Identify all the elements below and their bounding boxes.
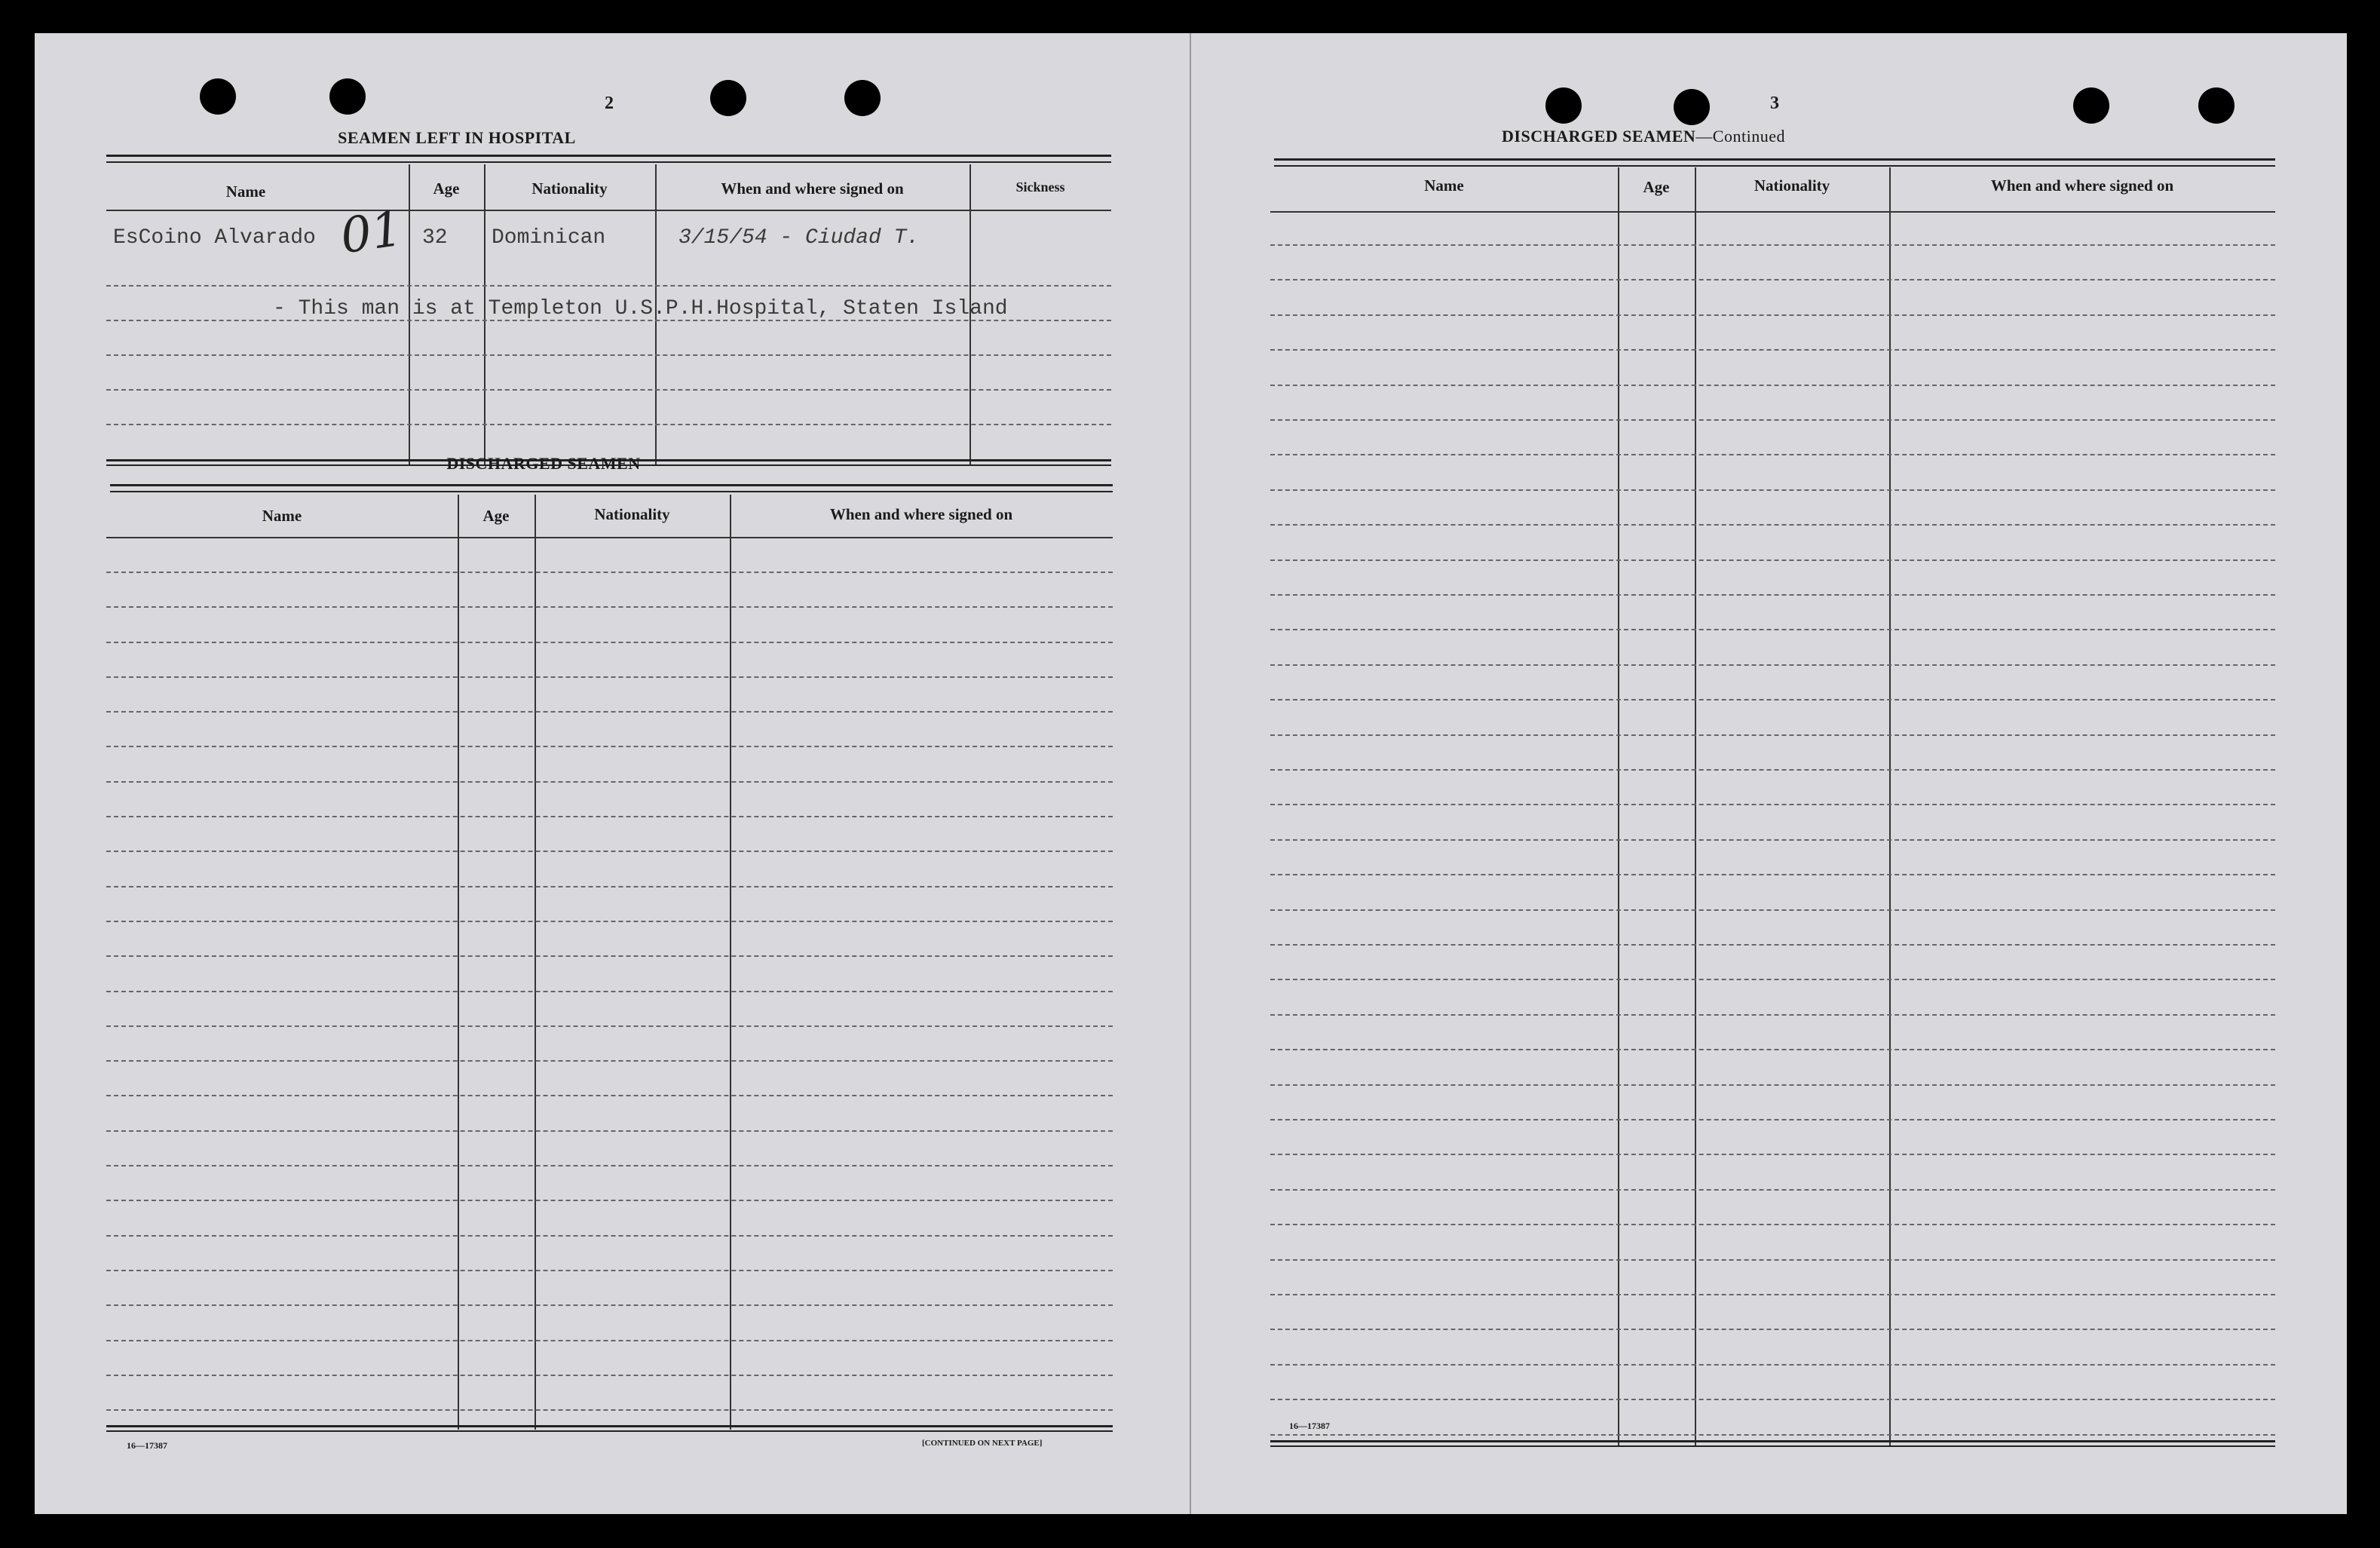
ruled-row-line (1270, 559, 2275, 561)
discharged-table-top-rule (110, 484, 1113, 492)
ruled-row-line (1270, 1294, 2275, 1295)
ruled-row-line (106, 921, 1113, 922)
ruled-row-line (1270, 489, 2275, 491)
ruled-row-line (1270, 1154, 2275, 1155)
ruled-row-line (1270, 594, 2275, 596)
ruled-row-line (1270, 664, 2275, 666)
left-page (35, 33, 1193, 1514)
continued-col-age: Age (1643, 178, 1670, 196)
discharged-header-rule (106, 537, 1113, 538)
ruled-row-line (1270, 874, 2275, 875)
punch-hole (2198, 87, 2235, 124)
ruled-row-line (1270, 244, 2275, 246)
ruled-row-line (1270, 1434, 2275, 1436)
hospital-section-title: SEAMEN LEFT IN HOSPITAL (338, 128, 576, 147)
ruled-row-line (1270, 279, 2275, 280)
ruled-row-line (1270, 1259, 2275, 1261)
seaman-nationality: Dominican (492, 226, 606, 250)
ruled-row-line (106, 886, 1113, 887)
ruled-row-line (1270, 734, 2275, 736)
ruled-row-line (1270, 839, 2275, 841)
hospital-table-top-rule (106, 155, 1111, 163)
discharged-col-name: Name (262, 507, 302, 525)
ruled-row-line (1270, 769, 2275, 771)
ruled-row-line (106, 781, 1113, 783)
ruled-row-line (1270, 314, 2275, 316)
continued-title-suffix: —Continued (1695, 127, 1785, 146)
ruled-row-line (1270, 1224, 2275, 1225)
ruled-row-line (1270, 979, 2275, 980)
seaman-age: 32 (422, 226, 448, 250)
right-page (1190, 33, 2347, 1514)
ruled-row-line (106, 746, 1113, 747)
ruled-row-line (106, 1304, 1113, 1306)
punch-hole (844, 80, 881, 116)
ruled-row-line (106, 1095, 1113, 1096)
hospital-header-rule (106, 210, 1111, 211)
seaman-name: EsCoino Alvarado (113, 226, 316, 250)
ruled-row-line (106, 1165, 1113, 1166)
punch-hole (200, 78, 236, 115)
ruled-row-line (1270, 454, 2275, 455)
ruled-row-line (106, 1409, 1113, 1411)
ruled-row-line (1270, 524, 2275, 526)
ruled-row-line (1270, 385, 2275, 386)
ruled-row-line (106, 955, 1113, 957)
ruled-row-line (106, 1130, 1113, 1132)
ruled-row-line (1270, 1364, 2275, 1366)
ruled-row-line (1270, 1189, 2275, 1191)
discharged-section-title: DISCHARGED SEAMEN (446, 454, 641, 473)
continued-col-signed-on: When and where signed on (1990, 176, 2174, 195)
ruled-row-line (106, 1270, 1113, 1271)
ruled-row-line (106, 851, 1113, 852)
ruled-row-line (106, 676, 1113, 678)
ruled-row-line (1270, 1119, 2275, 1120)
hospital-col-name: Name (225, 182, 266, 201)
seaman-signed-on: 3/15/54 - Ciudad T. (678, 226, 920, 250)
ruled-row-line (1270, 1329, 2275, 1330)
continued-section-title (1440, 127, 1847, 146)
ruled-row-line (1270, 1399, 2275, 1400)
hospital-col-age: Age (433, 179, 460, 198)
page-number: 3 (1770, 93, 1779, 113)
punch-hole (1674, 89, 1710, 125)
ruled-row-line (106, 1025, 1113, 1027)
ruled-row-line (1270, 909, 2275, 911)
form-number: 16—17387 (1289, 1421, 1330, 1431)
ruled-row-line (106, 1060, 1113, 1062)
ruled-row-line (106, 1340, 1113, 1341)
ruled-row-line (1270, 1049, 2275, 1050)
ruled-row-line (106, 1375, 1113, 1376)
ruled-row-line (106, 606, 1113, 608)
ruled-row-line (1270, 629, 2275, 630)
punch-hole (710, 80, 746, 116)
punch-hole (329, 78, 366, 115)
continued-col-nationality: Nationality (1754, 176, 1830, 195)
discharged-table-bottom-rule (106, 1425, 1113, 1432)
ruled-row-line (1270, 1014, 2275, 1016)
ruled-row-line (1270, 804, 2275, 805)
ruled-row-line (106, 1235, 1113, 1237)
punch-hole (1545, 87, 1582, 124)
ruled-row-line (1270, 419, 2275, 421)
ruled-row-line (1270, 944, 2275, 946)
ruled-row-line (106, 711, 1113, 713)
ruled-row-line (106, 572, 1113, 573)
ruled-row-line (106, 642, 1113, 643)
discharged-col-nationality: Nationality (594, 505, 670, 523)
page-number: 2 (605, 93, 614, 113)
continued-table-top-rule (1274, 158, 2275, 167)
continued-col-name: Name (1424, 176, 1464, 195)
ruled-row-line (1270, 699, 2275, 700)
continued-table-bottom-rule (1270, 1440, 2275, 1447)
handwritten-mark: 01 (337, 201, 406, 265)
discharged-col-signed-on: When and where signed on (829, 505, 1013, 523)
punch-hole (2073, 87, 2109, 124)
ruled-row-line (1270, 1084, 2275, 1086)
ruled-row-line (106, 991, 1113, 992)
discharged-col-age: Age (482, 507, 510, 525)
hospital-note: - This man is at Templeton U.S.P.H.Hospital, Staten Island (273, 297, 1008, 320)
hospital-col-nationality: Nationality (531, 179, 608, 198)
continued-header-rule (1270, 211, 2275, 213)
hospital-col-signed-on: When and where signed on (721, 179, 904, 198)
continued-footnote: [CONTINUED ON NEXT PAGE] (922, 1439, 1043, 1448)
form-number: 16—17387 (127, 1440, 167, 1451)
continued-title-main: DISCHARGED SEAMEN (1502, 127, 1696, 146)
ruled-row-line (106, 1200, 1113, 1201)
hospital-col-sickness: Sickness (1015, 179, 1065, 195)
ruled-row-line (1270, 349, 2275, 351)
ruled-row-line (106, 816, 1113, 817)
